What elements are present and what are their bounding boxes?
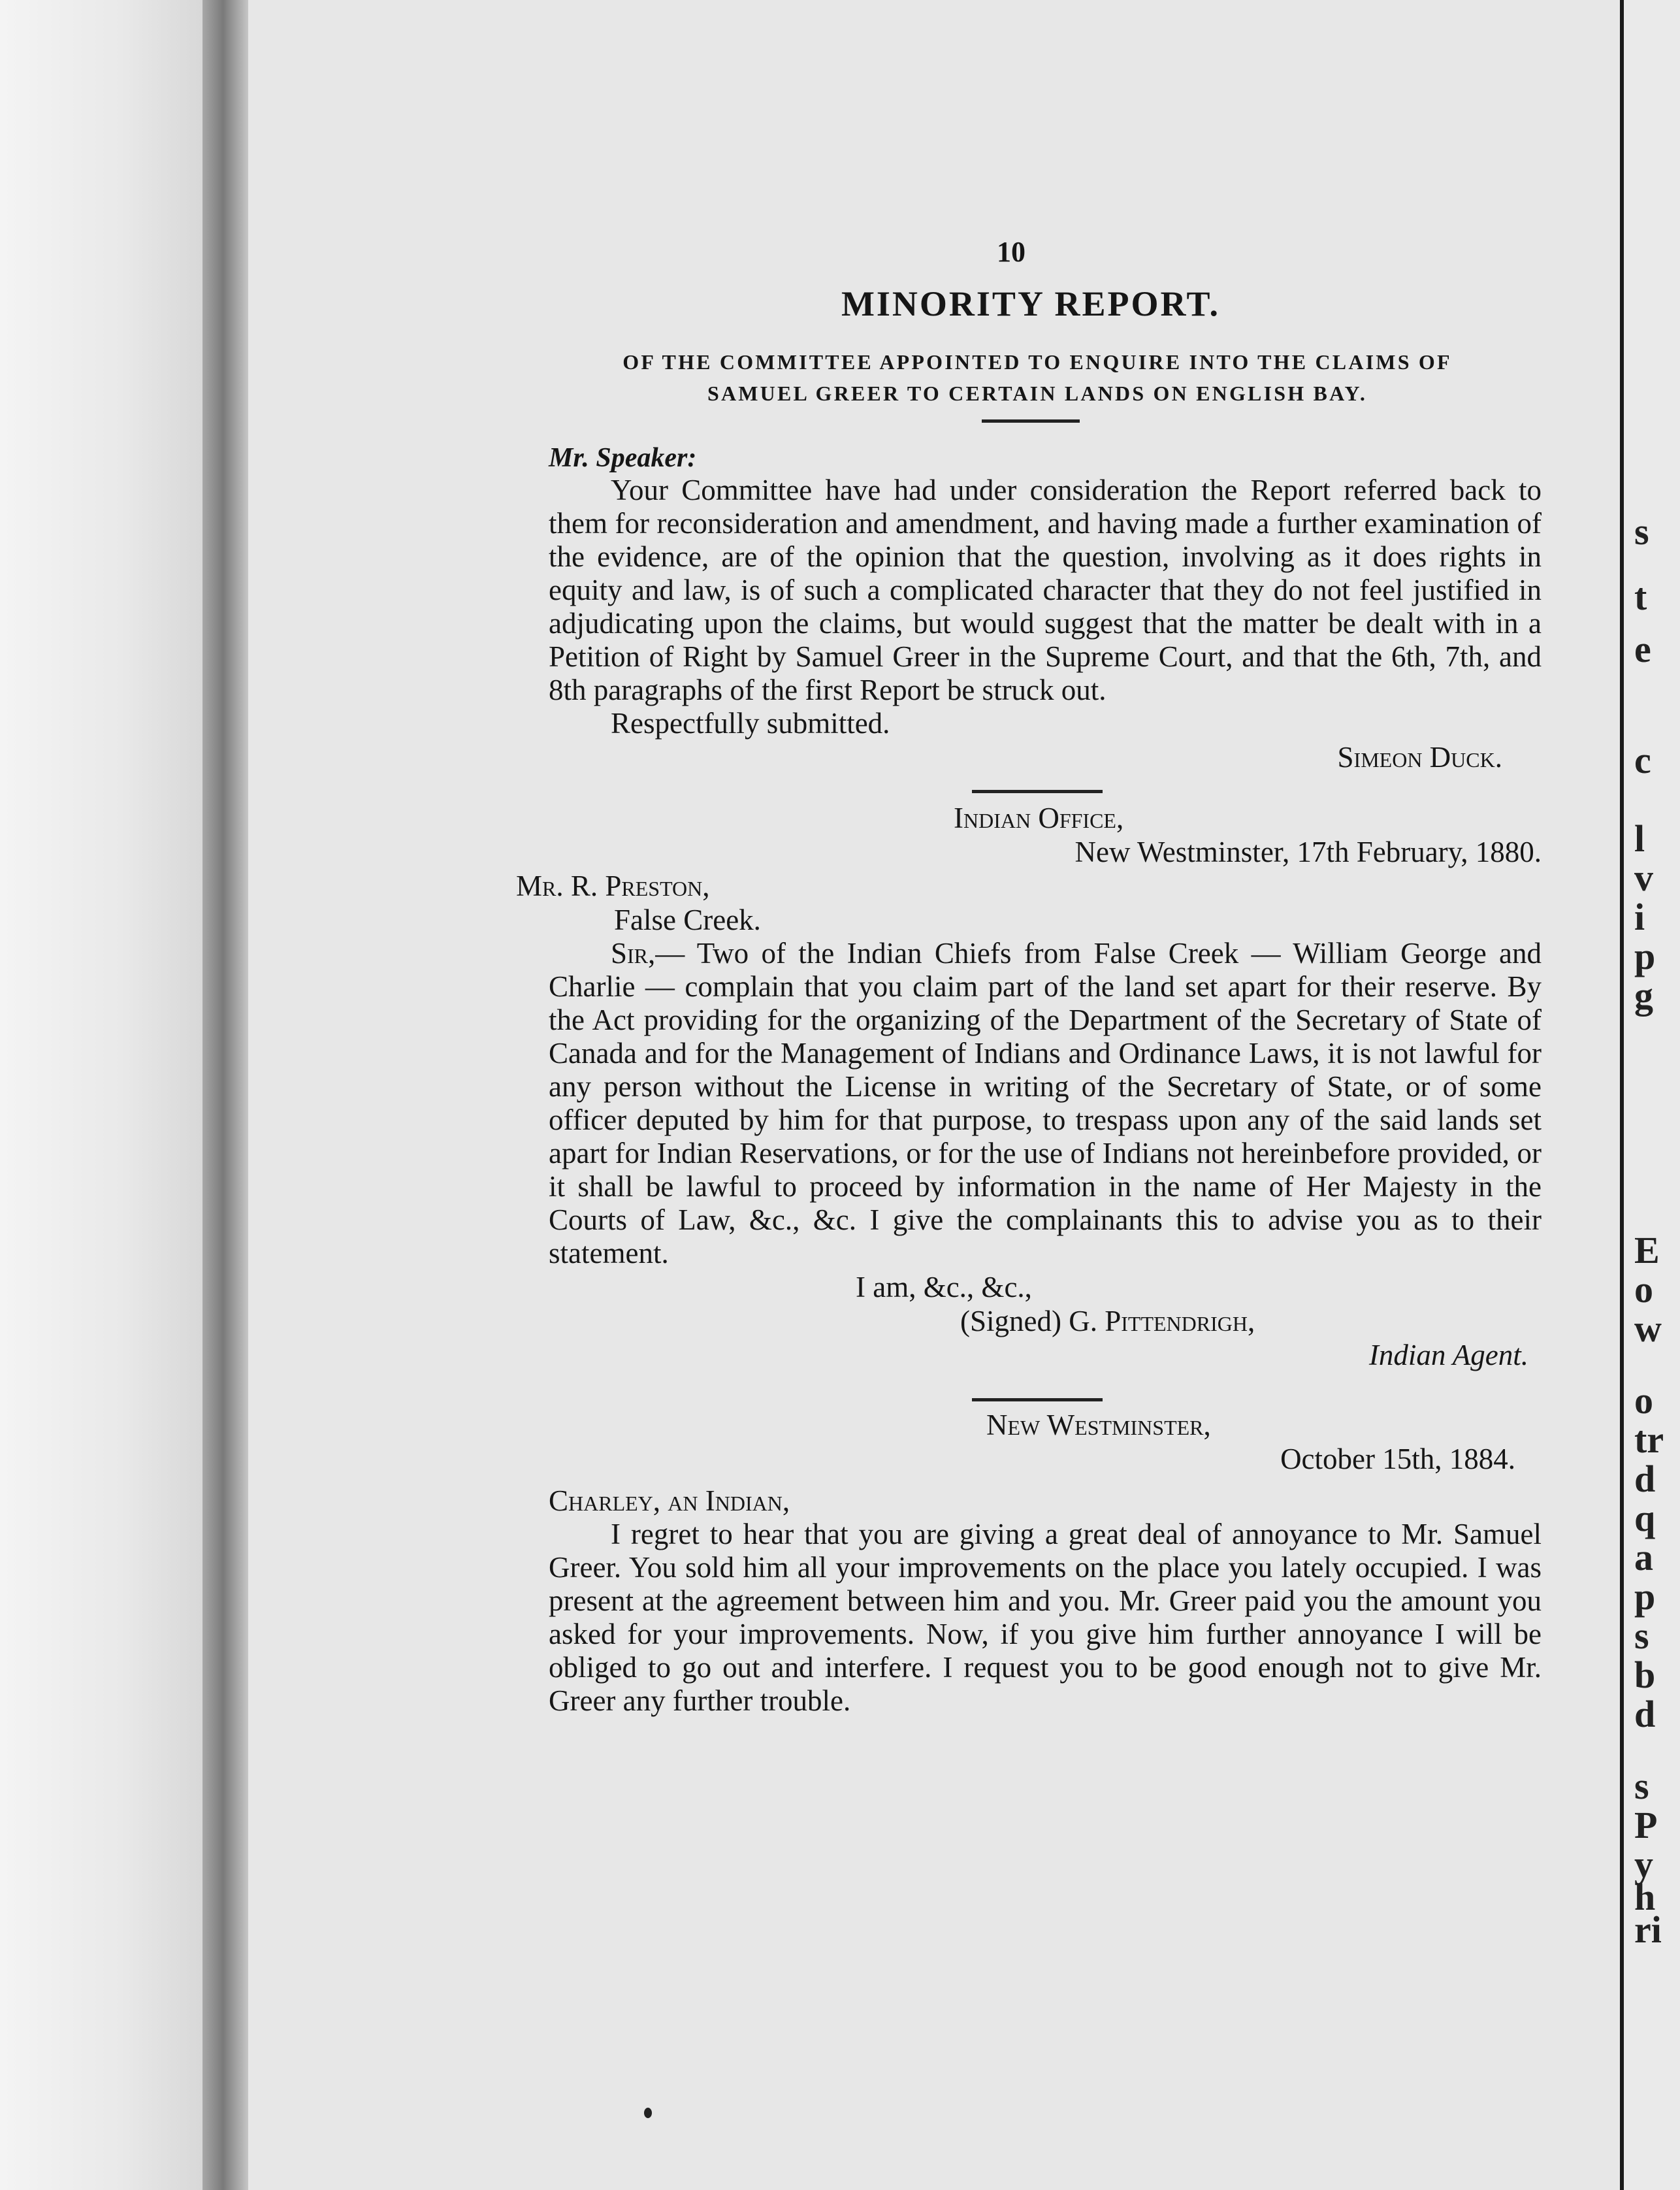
letter1-signature	[549, 1304, 1542, 1338]
adjacent-page-edge: s t e c l v i p g E o w o tr d q a p s b d s P y h ri	[1620, 0, 1680, 2190]
signed-prefix: (Signed) G.	[960, 1305, 1105, 1337]
report-closing: Respectfully submitted.	[611, 707, 890, 740]
left-margin	[0, 0, 202, 2190]
letter1-greeting: Sir,	[611, 937, 656, 970]
report-signature: Simeon Duck.	[1337, 741, 1502, 774]
page-title: MINORITY REPORT.	[841, 284, 1221, 323]
section-divider	[982, 419, 1080, 423]
letter2-place: New Westminster,	[986, 1409, 1211, 1441]
letter1-body-text: — Two of the Indian Chiefs from False Creek — William George and Charlie — complain that you claim part of the land set apart for their reserve. By the Act providing for the organizing of the Department of the Secretary of State of Canada and for the Management of Indians and Ordinance Laws, it is not lawful for any person without the License in writing of the Secretary of State, or of some officer deputed by him for that purpose, to trespass upon any of the said lands set apart for Indian Reservations, or for the use of Indians not hereinbefore provided, or it shall be lawful to proceed by information in the name of Her Majesty in the Courts of Law, &c., &c. I give the complainants this to advise you as to their statement.	[549, 937, 1542, 1269]
letter1-closing: I am, &c., &c.,	[856, 1271, 1032, 1303]
letter1-body	[549, 937, 1542, 1270]
letter2-date: October 15th, 1884.	[1280, 1443, 1515, 1475]
report-body: Your Committee have had under consideration the Report referred back to them for reconsideration and amendment, and having made a further examination of the evidence, are of the opinion that the question, involving as it does rights in equity and law, is of such a complicated character that they do not feel justified in adjudicating upon the claims, but would suggest that the matter be dealt with in a Petition of Right by Samuel Greer in the Supreme Court, and that the 6th, 7th, and 8th paragraphs of the first Report be struck out.	[549, 474, 1542, 706]
report-salutation: Mr. Speaker:	[549, 443, 697, 473]
subtitle-line-2: SAMUEL GREER TO CERTAIN LANDS ON ENGLISH BAY.	[707, 382, 1368, 405]
letter1-place-date: New Westminster, 17th February, 1880.	[1074, 836, 1542, 868]
letter2-addressee: Charley, an Indian,	[549, 1484, 790, 1517]
book-gutter-shadow	[202, 0, 248, 2190]
letter1-addressee	[516, 869, 1542, 903]
ink-speck	[644, 2108, 652, 2118]
page-number: 10	[997, 236, 1026, 268]
subtitle-line-1: OF THE COMMITTEE APPOINTED TO ENQUIRE INTO THE CLAIMS OF	[622, 350, 1452, 374]
report-subtitle	[541, 346, 1534, 409]
letter2-body: I regret to hear that you are giving a great deal of annoyance to Mr. Samuel Greer. You sold him all your improvements on the place you lately occupied. I was present at the agreement between him and you. Mr. Greer paid you the amount you asked for your improvements. Now, if you give him further annoyance I will be obliged to go out and interfere. I request you to be good enough not to give Mr. Greer any further trouble.	[549, 1518, 1542, 1717]
section-divider	[972, 1398, 1103, 1401]
letter1-signer-title: Indian Agent.	[1368, 1339, 1528, 1371]
letter1-addressee-place: False Creek.	[614, 904, 761, 936]
page-content	[516, 235, 1542, 1718]
signer-name: Pittendrigh,	[1105, 1305, 1255, 1337]
addressee-name: Mr. R. Preston,	[516, 870, 710, 902]
letter1-office: Indian Office,	[954, 802, 1124, 834]
section-divider	[972, 790, 1103, 793]
